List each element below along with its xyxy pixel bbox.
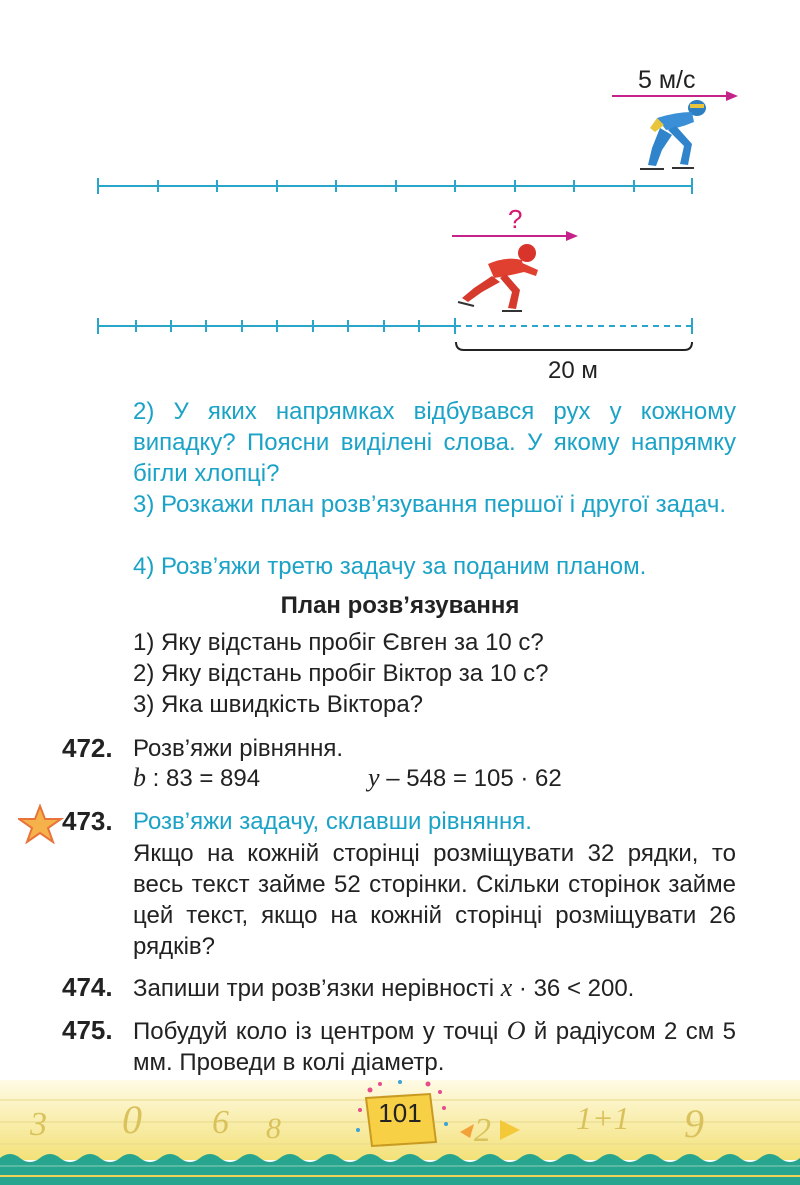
plan-title: План розв’язування <box>280 592 520 619</box>
footer-digit-1: 3 <box>30 1106 47 1143</box>
star-icon <box>18 804 64 844</box>
footer-digit-5: 2 <box>474 1112 491 1149</box>
task-475-variable: O <box>506 1016 526 1045</box>
distance-bracket <box>456 342 692 350</box>
task-474-after: · 36 < 200. <box>512 975 635 1002</box>
equation-1-rest: : 83 = 894 <box>146 765 261 792</box>
equation-2-rest: – 548 = 105 · 62 <box>379 765 562 792</box>
task-475-before: Побудуй коло із центром у точці <box>133 1018 507 1045</box>
footer-digit-7: 9 <box>684 1101 704 1146</box>
task-475-text <box>133 1015 736 1078</box>
motion-diagram <box>0 0 800 400</box>
equation-2 <box>368 763 562 793</box>
number-line-bottom <box>98 318 692 334</box>
equation-2-variable: y <box>368 763 380 792</box>
task-number-475: 475. <box>62 1015 113 1045</box>
page-number: 101 <box>378 1098 422 1128</box>
question-3: 3) Розкажи план розв’язування першої і другої задач. <box>133 491 727 518</box>
footer-digit-3: 6 <box>212 1104 229 1141</box>
footer-digit-4: 8 <box>266 1112 281 1145</box>
skater-red-icon <box>458 244 538 311</box>
equation-1-variable: b <box>133 763 146 792</box>
number-line-top <box>98 178 692 194</box>
footer-digit-6: 1+1 <box>576 1100 630 1136</box>
plan-step-3: 3) Яка швидкість Віктора? <box>133 691 424 718</box>
task-474-variable: x <box>500 973 513 1002</box>
task-472-text: Розв’яжи рівняння. <box>133 735 344 762</box>
plan-step-2: 2) Яку відстань пробіг Віктор за 10 с? <box>133 660 549 687</box>
question-4: 4) Розв’яжи третю задачу за поданим планом. <box>133 553 647 580</box>
task-number-473: 473. <box>62 806 113 836</box>
task-473-text: Якщо на кожній сторінці розміщувати 32 рядки, то весь текст займе 52 сторінки. Скільки сторінок займе цей текст, якщо на кожній сторінці розміщувати 26 рядків? <box>133 840 736 960</box>
task-number-474: 474. <box>62 972 113 1002</box>
skater-blue-icon <box>640 100 706 169</box>
footer-decor <box>0 1080 800 1185</box>
speed-label-unknown: ? <box>508 204 523 234</box>
task-475-after: й радіусом 2 см 5 мм. Проведи в колі діаметр. <box>133 1018 736 1076</box>
equation-1 <box>133 763 260 793</box>
speed-label-known: 5 м/с <box>638 66 696 94</box>
question-2: 2) У яких напрямках відбувався рух у кожному випадку? Поясни виділені слова. У якому напрямку бігли хлопці? <box>133 398 736 487</box>
task-number-472: 472. <box>62 733 113 763</box>
distance-label: 20 м <box>548 357 598 384</box>
task-474-text <box>133 972 634 1004</box>
plan-step-1: 1) Яку відстань пробіг Євген за 10 с? <box>133 629 544 656</box>
task-474-before: Запиши три розв’язки нерівності <box>133 975 501 1002</box>
footer-digit-2: 0 <box>122 1097 142 1142</box>
task-473-instruction: Розв’яжи задачу, склавши рівняння. <box>133 808 532 835</box>
